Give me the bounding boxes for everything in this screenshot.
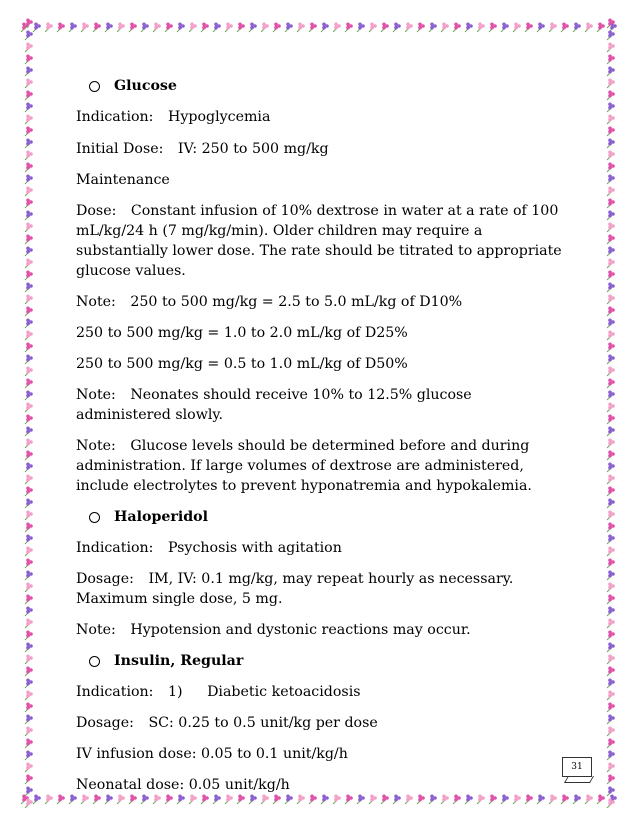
- glucose-title: Glucose: [114, 78, 177, 94]
- flower-icon: [607, 66, 615, 76]
- flower-icon: [537, 794, 545, 804]
- flower-icon: [25, 414, 33, 424]
- flower-icon: [25, 738, 33, 748]
- flower-icon: [477, 22, 485, 32]
- circle-bullet-icon: [89, 656, 100, 667]
- glucose-dose: Dose: Constant infusion of 10% dextrose in water at a rate of 100 mL/kg/24 h (7 mg/kg/min). Older children may require a substantially lower dose. The rate should be titrated to appropriate glucose values.: [76, 203, 562, 279]
- flower-icon: [607, 570, 615, 580]
- flower-icon: [141, 22, 149, 32]
- glucose-note-conversion: Note: 250 to 500 mg/kg = 2.5 to 5.0 mL/kg of D10%: [76, 294, 463, 310]
- flower-icon: [25, 462, 33, 472]
- flower-icon: [549, 794, 557, 804]
- glucose-conversion-d25: 250 to 500 mg/kg = 1.0 to 2.0 mL/kg of D25%: [76, 325, 408, 341]
- flower-icon: [607, 774, 615, 784]
- flower-icon: [607, 102, 615, 112]
- flower-icon: [165, 794, 173, 804]
- flower-icon: [607, 642, 615, 652]
- flower-icon: [297, 22, 305, 32]
- flower-icon: [25, 270, 33, 280]
- flower-icon: [607, 714, 615, 724]
- flower-icon: [607, 738, 615, 748]
- flower-icon: [607, 186, 615, 196]
- flower-icon: [465, 22, 473, 32]
- flower-icon: [417, 22, 425, 32]
- flower-icon: [309, 22, 317, 32]
- flower-icon: [607, 270, 615, 280]
- flower-border-top: [18, 16, 620, 36]
- flower-icon: [25, 450, 33, 460]
- flower-icon: [249, 22, 257, 32]
- flower-icon: [25, 330, 33, 340]
- flower-icon: [607, 558, 615, 568]
- glucose-initial-dose: Initial Dose: IV: 250 to 500 mg/kg: [76, 141, 329, 157]
- flower-icon: [607, 786, 615, 796]
- flower-icon: [607, 54, 615, 64]
- flower-icon: [25, 354, 33, 364]
- flower-icon: [225, 794, 233, 804]
- flower-icon: [25, 534, 33, 544]
- flower-icon: [607, 126, 615, 136]
- flower-icon: [237, 794, 245, 804]
- flower-icon: [607, 294, 615, 304]
- insulin-neonatal-dose: Neonatal dose: 0.05 unit/kg/h: [76, 777, 290, 793]
- flower-icon: [501, 794, 509, 804]
- flower-icon: [25, 246, 33, 256]
- flower-icon: [607, 210, 615, 220]
- flower-icon: [607, 654, 615, 664]
- flower-icon: [585, 794, 593, 804]
- flower-icon: [273, 794, 281, 804]
- flower-icon: [25, 78, 33, 88]
- glucose-indication: Indication: Hypoglycemia: [76, 109, 271, 125]
- flower-icon: [607, 222, 615, 232]
- flower-icon: [25, 474, 33, 484]
- flower-icon: [25, 570, 33, 580]
- flower-icon: [607, 522, 615, 532]
- flower-icon: [25, 678, 33, 688]
- flower-icon: [607, 762, 615, 772]
- flower-icon: [25, 642, 33, 652]
- flower-icon: [25, 690, 33, 700]
- insulin-iv-dose: IV infusion dose: 0.05 to 0.1 unit/kg/h: [76, 746, 348, 762]
- flower-icon: [249, 794, 257, 804]
- flower-icon: [309, 794, 317, 804]
- flower-icon: [607, 318, 615, 328]
- flower-icon: [357, 22, 365, 32]
- insulin-title: Insulin, Regular: [114, 653, 244, 669]
- flower-icon: [607, 678, 615, 688]
- flower-icon: [25, 222, 33, 232]
- flower-icon: [573, 794, 581, 804]
- flower-icon: [25, 798, 33, 808]
- flower-icon: [607, 438, 615, 448]
- flower-icon: [25, 714, 33, 724]
- flower-icon: [607, 114, 615, 124]
- flower-icon: [607, 630, 615, 640]
- flower-icon: [105, 22, 113, 32]
- flower-icon: [25, 54, 33, 64]
- flower-icon: [609, 22, 617, 32]
- flower-icon: [25, 558, 33, 568]
- flower-icon: [607, 666, 615, 676]
- flower-icon: [607, 30, 615, 40]
- flower-icon: [429, 22, 437, 32]
- flower-icon: [25, 162, 33, 172]
- flower-icon: [607, 330, 615, 340]
- flower-icon: [607, 426, 615, 436]
- glucose-heading: [76, 76, 568, 96]
- flower-icon: [25, 138, 33, 148]
- flower-icon: [129, 22, 137, 32]
- flower-icon: [607, 498, 615, 508]
- flower-icon: [405, 794, 413, 804]
- flower-icon: [607, 246, 615, 256]
- glucose-note-levels: Note: Glucose levels should be determined before and during administration. If large volumes of dextrose are administered, include electrolytes to prevent hyponatremia and hypokalemia.: [76, 438, 532, 494]
- flower-icon: [25, 210, 33, 220]
- flower-icon: [25, 126, 33, 136]
- flower-icon: [607, 342, 615, 352]
- flower-icon: [25, 258, 33, 268]
- flower-icon: [549, 22, 557, 32]
- flower-icon: [201, 22, 209, 32]
- flower-icon: [25, 114, 33, 124]
- flower-icon: [607, 366, 615, 376]
- flower-icon: [25, 594, 33, 604]
- flower-icon: [25, 702, 33, 712]
- flower-icon: [25, 510, 33, 520]
- flower-icon: [369, 794, 377, 804]
- flower-icon: [25, 234, 33, 244]
- flower-icon: [607, 750, 615, 760]
- flower-icon: [25, 150, 33, 160]
- flower-icon: [489, 794, 497, 804]
- flower-icon: [501, 22, 509, 32]
- flower-icon: [369, 22, 377, 32]
- flower-icon: [585, 22, 593, 32]
- flower-icon: [25, 726, 33, 736]
- flower-icon: [357, 794, 365, 804]
- flower-icon: [607, 534, 615, 544]
- insulin-dosage: Dosage: SC: 0.25 to 0.5 unit/kg per dose: [76, 715, 378, 731]
- page-number: 31: [562, 757, 592, 777]
- flower-icon: [25, 438, 33, 448]
- flower-icon: [607, 546, 615, 556]
- flower-icon: [297, 794, 305, 804]
- flower-icon: [21, 22, 29, 32]
- flower-icon: [25, 630, 33, 640]
- flower-icon: [333, 22, 341, 32]
- glucose-conversion-d50: 250 to 500 mg/kg = 0.5 to 1.0 mL/kg of D50%: [76, 356, 408, 372]
- glucose-note-neonates: Note: Neonates should receive 10% to 12.5% glucose administered slowly.: [76, 387, 472, 423]
- flower-icon: [573, 22, 581, 32]
- flower-icon: [105, 794, 113, 804]
- flower-icon: [333, 794, 341, 804]
- flower-icon: [417, 794, 425, 804]
- flower-icon: [189, 22, 197, 32]
- flower-icon: [129, 794, 137, 804]
- flower-icon: [25, 366, 33, 376]
- circle-bullet-icon: [89, 81, 100, 92]
- flower-icon: [477, 794, 485, 804]
- flower-icon: [441, 794, 449, 804]
- flower-icon: [393, 794, 401, 804]
- haloperidol-indication: Indication: Psychosis with agitation: [76, 540, 342, 556]
- flower-icon: [153, 22, 161, 32]
- flower-border-right: [600, 16, 620, 808]
- flower-icon: [321, 22, 329, 32]
- flower-icon: [607, 306, 615, 316]
- flower-icon: [607, 150, 615, 160]
- flower-icon: [607, 450, 615, 460]
- flower-icon: [607, 510, 615, 520]
- circle-bullet-icon: [89, 512, 100, 523]
- flower-icon: [21, 794, 29, 804]
- haloperidol-note: Note: Hypotension and dystonic reactions may occur.: [76, 622, 471, 638]
- flower-icon: [405, 22, 413, 32]
- flower-icon: [607, 174, 615, 184]
- haloperidol-title: Haloperidol: [114, 509, 209, 525]
- flower-icon: [381, 794, 389, 804]
- flower-icon: [25, 498, 33, 508]
- flower-icon: [453, 794, 461, 804]
- flower-icon: [189, 794, 197, 804]
- flower-icon: [607, 462, 615, 472]
- flower-icon: [429, 794, 437, 804]
- flower-icon: [117, 794, 125, 804]
- flower-icon: [45, 794, 53, 804]
- flower-icon: [93, 794, 101, 804]
- flower-icon: [607, 90, 615, 100]
- flower-icon: [25, 66, 33, 76]
- flower-icon: [597, 794, 605, 804]
- page-number-fold-decoration: [564, 776, 594, 783]
- flower-icon: [607, 690, 615, 700]
- flower-icon: [607, 258, 615, 268]
- flower-icon: [513, 794, 521, 804]
- flower-icon: [69, 22, 77, 32]
- flower-icon: [25, 522, 33, 532]
- flower-icon: [213, 22, 221, 32]
- flower-icon: [607, 162, 615, 172]
- flower-icon: [25, 318, 33, 328]
- flower-icon: [607, 486, 615, 496]
- flower-icon: [597, 22, 605, 32]
- flower-icon: [57, 794, 65, 804]
- flower-icon: [69, 794, 77, 804]
- flower-icon: [561, 22, 569, 32]
- flower-icon: [393, 22, 401, 32]
- flower-icon: [285, 794, 293, 804]
- flower-icon: [453, 22, 461, 32]
- flower-icon: [607, 606, 615, 616]
- flower-icon: [489, 22, 497, 32]
- flower-icon: [25, 30, 33, 40]
- flower-icon: [25, 18, 33, 28]
- flower-icon: [25, 426, 33, 436]
- flower-icon: [25, 42, 33, 52]
- flower-icon: [525, 22, 533, 32]
- flower-icon: [25, 198, 33, 208]
- flower-icon: [237, 22, 245, 32]
- flower-icon: [25, 618, 33, 628]
- flower-border-left: [18, 16, 38, 808]
- flower-icon: [607, 18, 615, 28]
- flower-icon: [607, 138, 615, 148]
- flower-icon: [177, 794, 185, 804]
- flower-icon: [441, 22, 449, 32]
- flower-icon: [25, 654, 33, 664]
- flower-icon: [321, 794, 329, 804]
- insulin-indication: Indication: 1) Diabetic ketoacidosis: [76, 684, 361, 700]
- flower-icon: [261, 22, 269, 32]
- page-content: [76, 72, 568, 795]
- flower-icon: [25, 750, 33, 760]
- insulin-heading: [76, 651, 568, 671]
- flower-icon: [25, 306, 33, 316]
- flower-icon: [525, 794, 533, 804]
- flower-icon: [607, 582, 615, 592]
- flower-icon: [93, 22, 101, 32]
- flower-icon: [225, 22, 233, 32]
- flower-icon: [45, 22, 53, 32]
- flower-icon: [57, 22, 65, 32]
- flower-icon: [345, 794, 353, 804]
- flower-icon: [81, 794, 89, 804]
- flower-icon: [33, 22, 41, 32]
- flower-icon: [25, 762, 33, 772]
- flower-icon: [25, 186, 33, 196]
- flower-icon: [165, 22, 173, 32]
- flower-icon: [25, 402, 33, 412]
- glucose-maintenance: Maintenance: [76, 172, 170, 188]
- flower-icon: [261, 794, 269, 804]
- flower-icon: [607, 414, 615, 424]
- flower-icon: [25, 342, 33, 352]
- flower-icon: [25, 282, 33, 292]
- flower-icon: [25, 774, 33, 784]
- flower-icon: [25, 390, 33, 400]
- flower-icon: [607, 702, 615, 712]
- flower-icon: [607, 354, 615, 364]
- flower-icon: [607, 198, 615, 208]
- flower-icon: [25, 666, 33, 676]
- flower-icon: [537, 22, 545, 32]
- flower-icon: [141, 794, 149, 804]
- flower-icon: [25, 378, 33, 388]
- flower-icon: [201, 794, 209, 804]
- flower-icon: [607, 402, 615, 412]
- flower-icon: [25, 486, 33, 496]
- flower-icon: [81, 22, 89, 32]
- flower-icon: [273, 22, 281, 32]
- flower-icon: [607, 618, 615, 628]
- flower-icon: [513, 22, 521, 32]
- flower-icon: [609, 794, 617, 804]
- haloperidol-heading: [76, 507, 568, 527]
- flower-icon: [213, 794, 221, 804]
- flower-icon: [607, 78, 615, 88]
- flower-icon: [607, 234, 615, 244]
- flower-icon: [25, 174, 33, 184]
- flower-icon: [607, 798, 615, 808]
- flower-icon: [607, 594, 615, 604]
- flower-icon: [25, 786, 33, 796]
- flower-icon: [153, 794, 161, 804]
- flower-icon: [285, 22, 293, 32]
- flower-icon: [345, 22, 353, 32]
- flower-icon: [607, 282, 615, 292]
- flower-icon: [25, 294, 33, 304]
- flower-icon: [25, 606, 33, 616]
- flower-icon: [607, 378, 615, 388]
- flower-icon: [117, 22, 125, 32]
- flower-icon: [25, 546, 33, 556]
- flower-icon: [465, 794, 473, 804]
- flower-icon: [33, 794, 41, 804]
- flower-icon: [25, 582, 33, 592]
- flower-icon: [607, 726, 615, 736]
- flower-icon: [607, 474, 615, 484]
- flower-icon: [607, 42, 615, 52]
- flower-icon: [25, 102, 33, 112]
- flower-icon: [561, 794, 569, 804]
- flower-icon: [381, 22, 389, 32]
- flower-icon: [177, 22, 185, 32]
- haloperidol-dosage: Dosage: IM, IV: 0.1 mg/kg, may repeat hourly as necessary. Maximum single dose, 5 mg.: [76, 571, 514, 607]
- flower-icon: [607, 390, 615, 400]
- flower-icon: [25, 90, 33, 100]
